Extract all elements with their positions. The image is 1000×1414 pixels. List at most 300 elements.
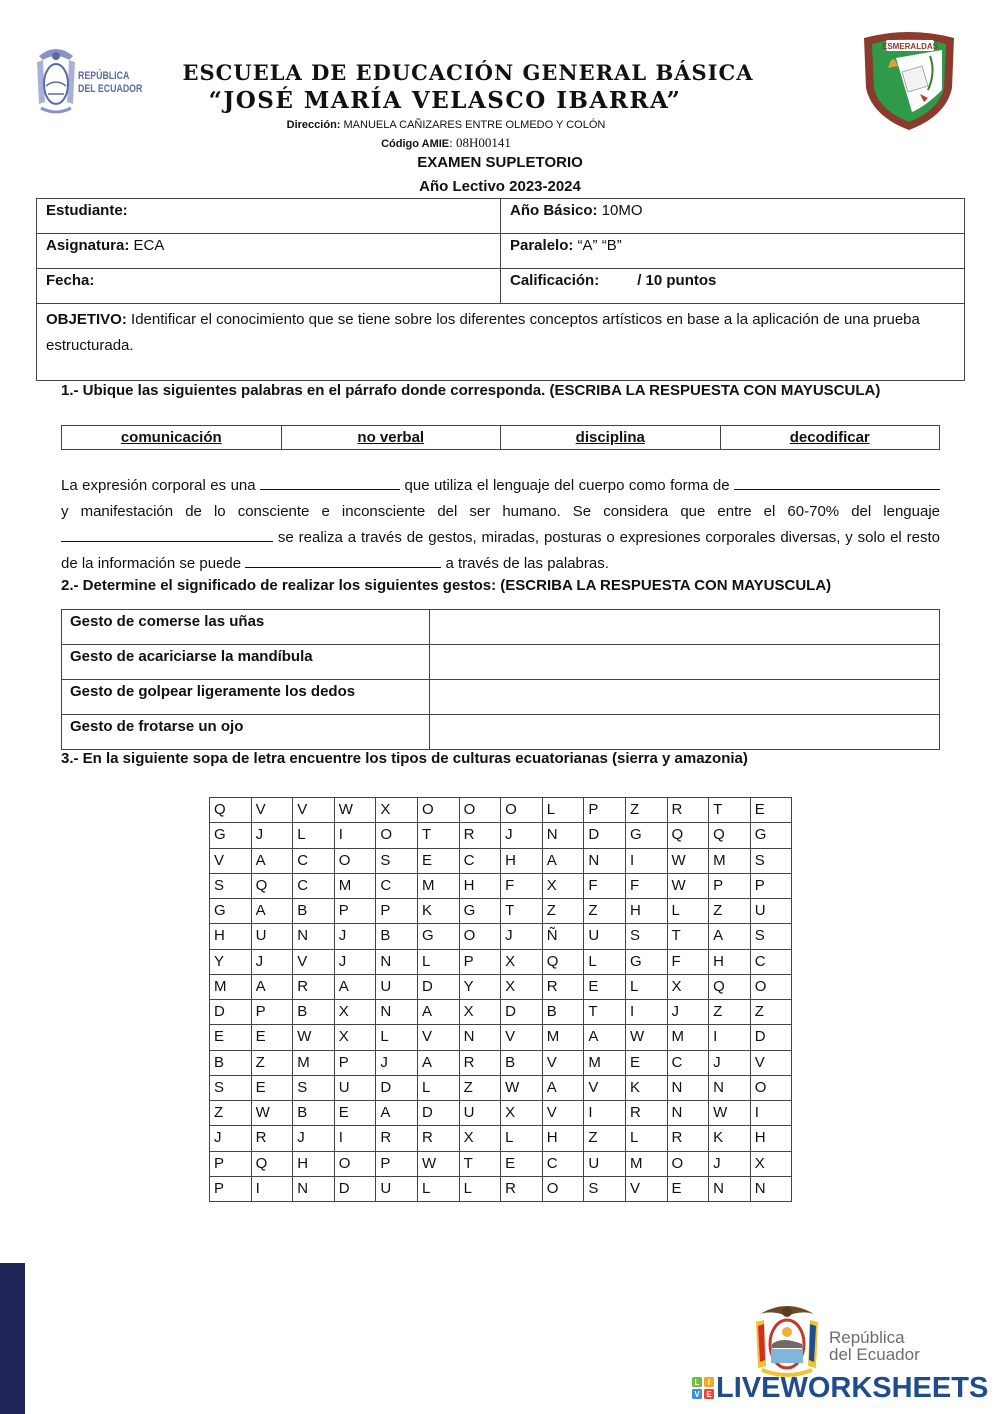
word-search-cell[interactable]: W <box>334 798 376 823</box>
word-search-cell[interactable]: N <box>709 1075 751 1100</box>
logo-text-line-1: REPÚBLICA <box>78 70 130 82</box>
badge-letter: E <box>706 1390 712 1399</box>
word-search-cell[interactable]: Z <box>251 1050 293 1075</box>
gesture-label: Gesto de comerse las uñas <box>62 610 430 645</box>
amie-code <box>0 135 892 151</box>
word-search-cell[interactable]: R <box>542 974 584 999</box>
word-search-cell[interactable]: O <box>459 924 501 949</box>
word-search-cell[interactable]: M <box>584 1050 626 1075</box>
objective-cell <box>37 304 965 381</box>
word-search-cell[interactable]: S <box>750 848 792 873</box>
word-search-cell[interactable]: A <box>709 924 751 949</box>
word-search-cell[interactable]: F <box>501 873 543 898</box>
paragraph-text: que utiliza el lenguaje del cuerpo como forma de <box>404 477 735 494</box>
word-search-cell[interactable]: D <box>501 1000 543 1025</box>
republic-line-1: República <box>829 1328 905 1347</box>
word-search-cell[interactable]: X <box>667 974 709 999</box>
word-bank-item: no verbal <box>281 426 501 450</box>
word-search-cell[interactable]: Z <box>709 899 751 924</box>
word-search-cell[interactable]: H <box>750 1126 792 1151</box>
grade-level-cell <box>501 199 965 234</box>
word-search-row <box>210 1101 792 1126</box>
word-search-cell[interactable]: A <box>251 899 293 924</box>
word-search-row <box>210 974 792 999</box>
word-search-cell[interactable]: J <box>334 924 376 949</box>
word-search-cell[interactable]: F <box>584 873 626 898</box>
word-search-cell[interactable]: N <box>459 1025 501 1050</box>
word-search-cell[interactable]: K <box>709 1126 751 1151</box>
word-search-cell[interactable]: U <box>584 924 626 949</box>
word-search-cell[interactable]: A <box>542 1075 584 1100</box>
word-search-row <box>210 924 792 949</box>
word-search-cell[interactable]: R <box>293 974 335 999</box>
word-search-cell[interactable]: A <box>584 1025 626 1050</box>
question-3-title: 3.- En la siguiente sopa de letra encuentre los tipos de culturas ecuatorianas (sierra y amazonia) <box>61 750 748 767</box>
word-search-cell[interactable]: E <box>210 1025 252 1050</box>
word-search-cell[interactable]: N <box>667 1075 709 1100</box>
amie-label: Código AMIE <box>381 138 450 150</box>
crest-text: ESMERALDAS <box>881 42 939 51</box>
word-search-cell[interactable]: E <box>750 798 792 823</box>
badge-letter: I <box>707 1378 711 1387</box>
word-search-cell[interactable]: M <box>210 974 252 999</box>
word-search-cell[interactable]: J <box>709 1151 751 1176</box>
word-search-cell[interactable]: P <box>210 1151 252 1176</box>
word-search-cell[interactable]: U <box>459 1101 501 1126</box>
word-search-cell[interactable]: A <box>334 974 376 999</box>
word-search-cell[interactable]: E <box>251 1025 293 1050</box>
word-search-cell[interactable]: V <box>625 1176 667 1201</box>
exam-title: EXAMEN SUPLETORIO <box>417 154 583 171</box>
word-bank-item: decodificar <box>720 426 940 450</box>
word-search-cell[interactable]: S <box>210 1075 252 1100</box>
paragraph-text: y manifestación de lo consciente e inconsciente del ser humano. Se considera que entre el 60-70% del lenguaje <box>61 503 940 520</box>
word-search-cell[interactable]: L <box>417 1176 459 1201</box>
word-search-cell[interactable]: L <box>417 949 459 974</box>
word-search-cell[interactable]: L <box>667 899 709 924</box>
word-search-cell[interactable]: N <box>667 1101 709 1126</box>
word-search-cell[interactable]: L <box>417 1075 459 1100</box>
word-search-cell[interactable]: D <box>750 1025 792 1050</box>
word-search-cell[interactable]: L <box>293 823 335 848</box>
word-search-cell[interactable]: J <box>667 1000 709 1025</box>
word-search-cell[interactable]: X <box>750 1151 792 1176</box>
word-bank-item: comunicación <box>62 426 282 450</box>
word-search-cell[interactable]: D <box>376 1075 418 1100</box>
word-search-cell[interactable]: P <box>584 798 626 823</box>
word-search-cell[interactable]: I <box>625 1000 667 1025</box>
student-name-field[interactable] <box>37 199 501 234</box>
word-search-cell[interactable]: D <box>417 974 459 999</box>
word-search-cell[interactable]: R <box>417 1126 459 1151</box>
word-search-cell[interactable]: T <box>459 1151 501 1176</box>
word-search-cell[interactable]: V <box>210 848 252 873</box>
word-search-row <box>210 1176 792 1201</box>
word-search-cell[interactable]: G <box>417 924 459 949</box>
question-2-title: 2.- Determine el significado de realizar los siguientes gestos: (ESCRIBA LA RESPUESTA CON MAYUSCULA) <box>61 577 832 594</box>
word-search-cell[interactable]: G <box>459 899 501 924</box>
word-search-cell[interactable]: W <box>417 1151 459 1176</box>
word-search-cell[interactable]: V <box>542 1050 584 1075</box>
word-search-cell[interactable]: J <box>501 924 543 949</box>
word-search-cell[interactable]: I <box>251 1176 293 1201</box>
word-bank-row <box>62 426 940 450</box>
word-search-cell[interactable]: E <box>584 974 626 999</box>
word-search-cell[interactable]: D <box>584 823 626 848</box>
word-search-cell[interactable]: D <box>210 1000 252 1025</box>
word-search-cell[interactable]: W <box>501 1075 543 1100</box>
coat-of-arms-icon <box>752 1300 822 1378</box>
gesture-answer-cell <box>430 610 940 645</box>
word-search-cell[interactable]: A <box>251 974 293 999</box>
word-search-cell[interactable]: X <box>501 974 543 999</box>
word-search-cell[interactable]: Z <box>750 1000 792 1025</box>
ecuador-coat-of-arms <box>752 1300 822 1378</box>
word-search-cell[interactable]: J <box>251 949 293 974</box>
word-search-cell[interactable]: Q <box>542 949 584 974</box>
word-search-cell[interactable]: X <box>334 1000 376 1025</box>
word-search-cell[interactable]: E <box>501 1151 543 1176</box>
word-search-grid <box>209 797 792 1202</box>
word-search-cell[interactable]: W <box>625 1025 667 1050</box>
word-search-cell[interactable]: V <box>293 798 335 823</box>
question-1-title: 1.- Ubique las siguientes palabras en el párrafo donde corresponda. (ESCRIBA LA RESPUESTA CON MAYUSCULA) <box>61 382 881 399</box>
school-year: Año Lectivo 2023-2024 <box>419 178 581 195</box>
word-search-cell[interactable]: A <box>542 848 584 873</box>
word-search-cell[interactable]: H <box>625 899 667 924</box>
word-search-cell[interactable]: B <box>501 1050 543 1075</box>
word-search-cell[interactable]: Q <box>709 823 751 848</box>
word-search-cell[interactable]: A <box>417 1050 459 1075</box>
word-search-cell[interactable]: P <box>376 1151 418 1176</box>
word-search-cell[interactable]: C <box>750 949 792 974</box>
grade-level-value: 10MO <box>597 202 643 219</box>
word-search-cell[interactable]: N <box>584 848 626 873</box>
answer-blank-1[interactable] <box>260 475 400 490</box>
word-search-cell[interactable]: L <box>625 974 667 999</box>
word-search-cell[interactable]: N <box>750 1176 792 1201</box>
word-search-cell[interactable]: H <box>459 873 501 898</box>
word-search-cell[interactable]: C <box>459 848 501 873</box>
student-info-table <box>36 198 965 381</box>
word-search-cell[interactable]: D <box>334 1176 376 1201</box>
word-search-cell[interactable]: J <box>376 1050 418 1075</box>
paragraph-text: se realiza a través de gestos, miradas, posturas o expresiones corporales diversas, y solo el resto de la información se puede <box>61 529 940 572</box>
word-search-cell[interactable]: R <box>667 798 709 823</box>
word-search-cell[interactable]: R <box>459 823 501 848</box>
gesture-answer-cell <box>430 715 940 750</box>
word-search-row <box>210 848 792 873</box>
word-search-cell[interactable]: Y <box>459 974 501 999</box>
subject-label: Asignatura: <box>46 237 130 254</box>
gesture-answer-input[interactable] <box>430 645 939 678</box>
word-search-cell[interactable]: A <box>251 848 293 873</box>
word-search-cell[interactable]: V <box>584 1075 626 1100</box>
word-search-cell[interactable]: X <box>459 1000 501 1025</box>
word-search-cell[interactable]: S <box>584 1176 626 1201</box>
section-cell <box>501 234 965 269</box>
word-search-cell[interactable]: P <box>334 1050 376 1075</box>
word-search-cell[interactable]: B <box>293 1000 335 1025</box>
word-search-row <box>210 949 792 974</box>
gesture-answer-input[interactable] <box>430 715 939 748</box>
answer-blank-4[interactable] <box>245 553 441 568</box>
word-search-cell[interactable]: J <box>334 949 376 974</box>
word-search-cell[interactable]: P <box>709 873 751 898</box>
word-search-cell[interactable]: I <box>334 1126 376 1151</box>
word-search-cell[interactable]: U <box>750 899 792 924</box>
objective-label: OBJETIVO: <box>46 311 127 328</box>
word-search-cell[interactable]: P <box>251 1000 293 1025</box>
word-search-cell[interactable]: Z <box>542 899 584 924</box>
word-search-cell[interactable]: U <box>376 974 418 999</box>
word-search-cell[interactable]: G <box>750 823 792 848</box>
word-search-cell[interactable]: M <box>667 1025 709 1050</box>
objective-text: Identificar el conocimiento que se tiene sobre los diferentes conceptos artísticos en base a la aplicación de una prueba estructurada. <box>46 311 920 354</box>
info-row <box>37 234 965 269</box>
word-search-cell[interactable]: Q <box>251 1151 293 1176</box>
word-search-cell[interactable]: S <box>293 1075 335 1100</box>
word-search-cell[interactable]: P <box>376 899 418 924</box>
word-search-cell[interactable]: N <box>376 949 418 974</box>
word-search-cell[interactable]: B <box>210 1050 252 1075</box>
word-search-cell[interactable]: T <box>584 1000 626 1025</box>
grade-value: / 10 puntos <box>637 272 717 289</box>
word-search-cell[interactable]: E <box>667 1176 709 1201</box>
word-search-cell[interactable]: T <box>709 798 751 823</box>
word-search-cell[interactable]: T <box>667 924 709 949</box>
word-search-cell[interactable]: C <box>667 1050 709 1075</box>
word-search-cell[interactable]: L <box>625 1126 667 1151</box>
word-search-cell[interactable]: Z <box>584 1126 626 1151</box>
word-search-cell[interactable]: U <box>251 924 293 949</box>
side-decoration-bar <box>0 1263 25 1414</box>
word-search-row <box>210 1151 792 1176</box>
word-search-cell[interactable]: L <box>542 798 584 823</box>
word-search-cell[interactable]: K <box>625 1075 667 1100</box>
word-search-cell[interactable]: M <box>542 1025 584 1050</box>
word-search-cell[interactable]: S <box>625 924 667 949</box>
word-search-cell[interactable]: C <box>293 848 335 873</box>
gesture-label: Gesto de acariciarse la mandíbula <box>62 645 430 680</box>
word-search-cell[interactable]: R <box>625 1101 667 1126</box>
word-search-cell[interactable]: O <box>459 798 501 823</box>
word-search-row <box>210 1050 792 1075</box>
word-search-cell[interactable]: R <box>376 1126 418 1151</box>
word-search-cell[interactable]: T <box>417 823 459 848</box>
word-search-cell[interactable]: M <box>709 848 751 873</box>
word-search-row <box>210 798 792 823</box>
gesture-row <box>62 645 940 680</box>
word-search-cell[interactable]: B <box>293 899 335 924</box>
word-search-cell[interactable]: M <box>334 873 376 898</box>
word-search-cell[interactable]: V <box>251 798 293 823</box>
word-search-cell[interactable]: M <box>625 1151 667 1176</box>
word-search-cell[interactable]: D <box>417 1101 459 1126</box>
word-search-cell[interactable]: I <box>334 823 376 848</box>
word-search-cell[interactable]: S <box>376 848 418 873</box>
word-search-cell[interactable]: E <box>625 1050 667 1075</box>
word-search-row <box>210 1025 792 1050</box>
word-search-cell[interactable]: M <box>417 873 459 898</box>
word-search-cell[interactable]: V <box>501 1025 543 1050</box>
word-search-cell[interactable]: B <box>542 1000 584 1025</box>
word-search-cell[interactable]: U <box>376 1176 418 1201</box>
gesture-answer-input[interactable] <box>430 610 939 643</box>
word-search-cell[interactable]: Q <box>709 974 751 999</box>
word-search-cell[interactable]: I <box>750 1101 792 1126</box>
word-search-cell[interactable]: P <box>750 873 792 898</box>
word-search-cell[interactable]: P <box>459 949 501 974</box>
word-search-cell[interactable]: W <box>709 1101 751 1126</box>
word-search-cell[interactable]: O <box>334 848 376 873</box>
word-search-cell[interactable]: J <box>210 1126 252 1151</box>
word-search-cell[interactable]: N <box>542 823 584 848</box>
answer-blank-2[interactable] <box>734 475 940 490</box>
word-search-cell[interactable]: L <box>376 1025 418 1050</box>
word-search-cell[interactable]: X <box>459 1126 501 1151</box>
word-search-cell[interactable]: Ñ <box>542 924 584 949</box>
liveworksheets-logo-text: LIVEWORKSHEETS <box>716 1372 989 1404</box>
word-search-cell[interactable]: W <box>667 873 709 898</box>
word-search-cell[interactable]: E <box>417 848 459 873</box>
word-search-cell[interactable]: O <box>417 798 459 823</box>
word-search-cell[interactable]: Z <box>584 899 626 924</box>
word-search-cell[interactable]: I <box>625 848 667 873</box>
answer-blank-3[interactable] <box>61 527 273 542</box>
word-search-cell[interactable]: J <box>293 1126 335 1151</box>
word-search-cell[interactable]: O <box>501 798 543 823</box>
word-search-cell[interactable]: B <box>376 924 418 949</box>
word-search-cell[interactable]: R <box>459 1050 501 1075</box>
badge-letter: V <box>694 1390 700 1399</box>
word-search-cell[interactable]: F <box>667 949 709 974</box>
address-value: MANUELA CAÑIZARES ENTRE OLMEDO Y COLÓN <box>340 119 606 131</box>
word-search-cell[interactable]: P <box>334 899 376 924</box>
word-search-cell[interactable]: J <box>501 823 543 848</box>
word-search-cell[interactable]: H <box>501 848 543 873</box>
gesture-row <box>62 715 940 750</box>
word-search-cell[interactable]: E <box>334 1101 376 1126</box>
word-search-cell[interactable]: H <box>293 1151 335 1176</box>
word-search-cell[interactable]: N <box>709 1176 751 1201</box>
word-search-cell[interactable]: L <box>584 949 626 974</box>
word-search-cell[interactable]: L <box>501 1126 543 1151</box>
word-search-cell[interactable]: A <box>417 1000 459 1025</box>
section-label: Paralelo: <box>510 237 574 254</box>
word-search-cell[interactable]: H <box>709 949 751 974</box>
word-search-cell[interactable]: X <box>501 1101 543 1126</box>
word-search-cell[interactable]: G <box>625 823 667 848</box>
word-search-cell[interactable]: O <box>376 823 418 848</box>
word-search-cell[interactable]: W <box>293 1025 335 1050</box>
word-search-cell[interactable]: N <box>293 1176 335 1201</box>
word-search-cell[interactable]: M <box>293 1050 335 1075</box>
grade-level-label: Año Básico: <box>510 202 598 219</box>
word-search-cell[interactable]: B <box>293 1101 335 1126</box>
word-search-cell[interactable]: A <box>376 1101 418 1126</box>
word-search-cell[interactable]: C <box>293 873 335 898</box>
date-label: Fecha: <box>46 272 95 289</box>
word-search-cell[interactable]: V <box>293 949 335 974</box>
word-search-cell[interactable]: P <box>210 1176 252 1201</box>
date-field[interactable] <box>37 269 501 304</box>
word-bank-item: disciplina <box>501 426 721 450</box>
word-search-cell[interactable]: Q <box>667 823 709 848</box>
word-search-cell[interactable]: L <box>459 1176 501 1201</box>
word-search-cell[interactable]: V <box>417 1025 459 1050</box>
word-search-cell[interactable]: G <box>210 823 252 848</box>
word-search-cell[interactable]: O <box>750 1075 792 1100</box>
badge-letter: L <box>694 1378 700 1387</box>
word-search-cell[interactable]: N <box>376 1000 418 1025</box>
word-search-cell[interactable]: U <box>334 1075 376 1100</box>
word-search-cell[interactable]: Z <box>709 1000 751 1025</box>
school-crest-logo <box>856 28 962 132</box>
word-search-cell[interactable]: O <box>750 974 792 999</box>
word-search-cell[interactable]: V <box>542 1101 584 1126</box>
word-search-cell[interactable]: Z <box>210 1101 252 1126</box>
word-search-row <box>210 1075 792 1100</box>
word-search-cell[interactable]: I <box>709 1025 751 1050</box>
word-search-cell[interactable]: K <box>417 899 459 924</box>
word-search-cell[interactable]: E <box>251 1075 293 1100</box>
word-search-cell[interactable]: U <box>584 1151 626 1176</box>
word-search-cell[interactable]: S <box>750 924 792 949</box>
word-search-cell[interactable]: Y <box>210 949 252 974</box>
word-search-cell[interactable]: Z <box>625 798 667 823</box>
word-search-cell[interactable]: X <box>334 1025 376 1050</box>
word-search-cell[interactable]: R <box>667 1126 709 1151</box>
word-search-cell[interactable]: S <box>210 873 252 898</box>
word-search-cell[interactable]: I <box>584 1101 626 1126</box>
word-search-cell[interactable]: H <box>210 924 252 949</box>
word-search-cell[interactable]: G <box>210 899 252 924</box>
word-search-cell[interactable]: O <box>542 1176 584 1201</box>
word-search-cell[interactable]: J <box>709 1050 751 1075</box>
word-search-cell[interactable]: X <box>542 873 584 898</box>
word-search-cell[interactable]: C <box>542 1151 584 1176</box>
gestures-table <box>61 609 940 750</box>
subject-value: ECA <box>129 237 165 254</box>
word-search-cell[interactable]: X <box>376 798 418 823</box>
word-search-cell[interactable]: O <box>334 1151 376 1176</box>
school-title-line-1: ESCUELA DE EDUCACIÓN GENERAL BÁSICA <box>182 60 754 85</box>
word-search-cell[interactable]: W <box>667 848 709 873</box>
student-label: Estudiante: <box>46 202 128 219</box>
gesture-answer-input[interactable] <box>430 680 939 713</box>
word-search-cell[interactable]: C <box>376 873 418 898</box>
word-search-cell[interactable]: Q <box>210 798 252 823</box>
liveworksheets-badge-icon <box>692 1377 714 1399</box>
word-search-cell[interactable]: N <box>293 924 335 949</box>
word-search-cell[interactable]: Z <box>459 1075 501 1100</box>
word-search-cell[interactable]: W <box>251 1101 293 1126</box>
word-search-cell[interactable]: R <box>501 1176 543 1201</box>
word-search-cell[interactable]: O <box>667 1151 709 1176</box>
gesture-row <box>62 680 940 715</box>
word-search-cell[interactable]: F <box>625 873 667 898</box>
word-search-cell[interactable]: H <box>542 1126 584 1151</box>
word-search-cell[interactable]: V <box>750 1050 792 1075</box>
word-search-cell[interactable]: G <box>625 949 667 974</box>
word-search-cell[interactable]: J <box>251 823 293 848</box>
word-search-cell[interactable]: Q <box>251 873 293 898</box>
word-search-cell[interactable]: X <box>501 949 543 974</box>
republic-line-2: del Ecuador <box>829 1345 920 1364</box>
word-search-cell[interactable]: R <box>251 1126 293 1151</box>
word-search-cell[interactable]: T <box>501 899 543 924</box>
